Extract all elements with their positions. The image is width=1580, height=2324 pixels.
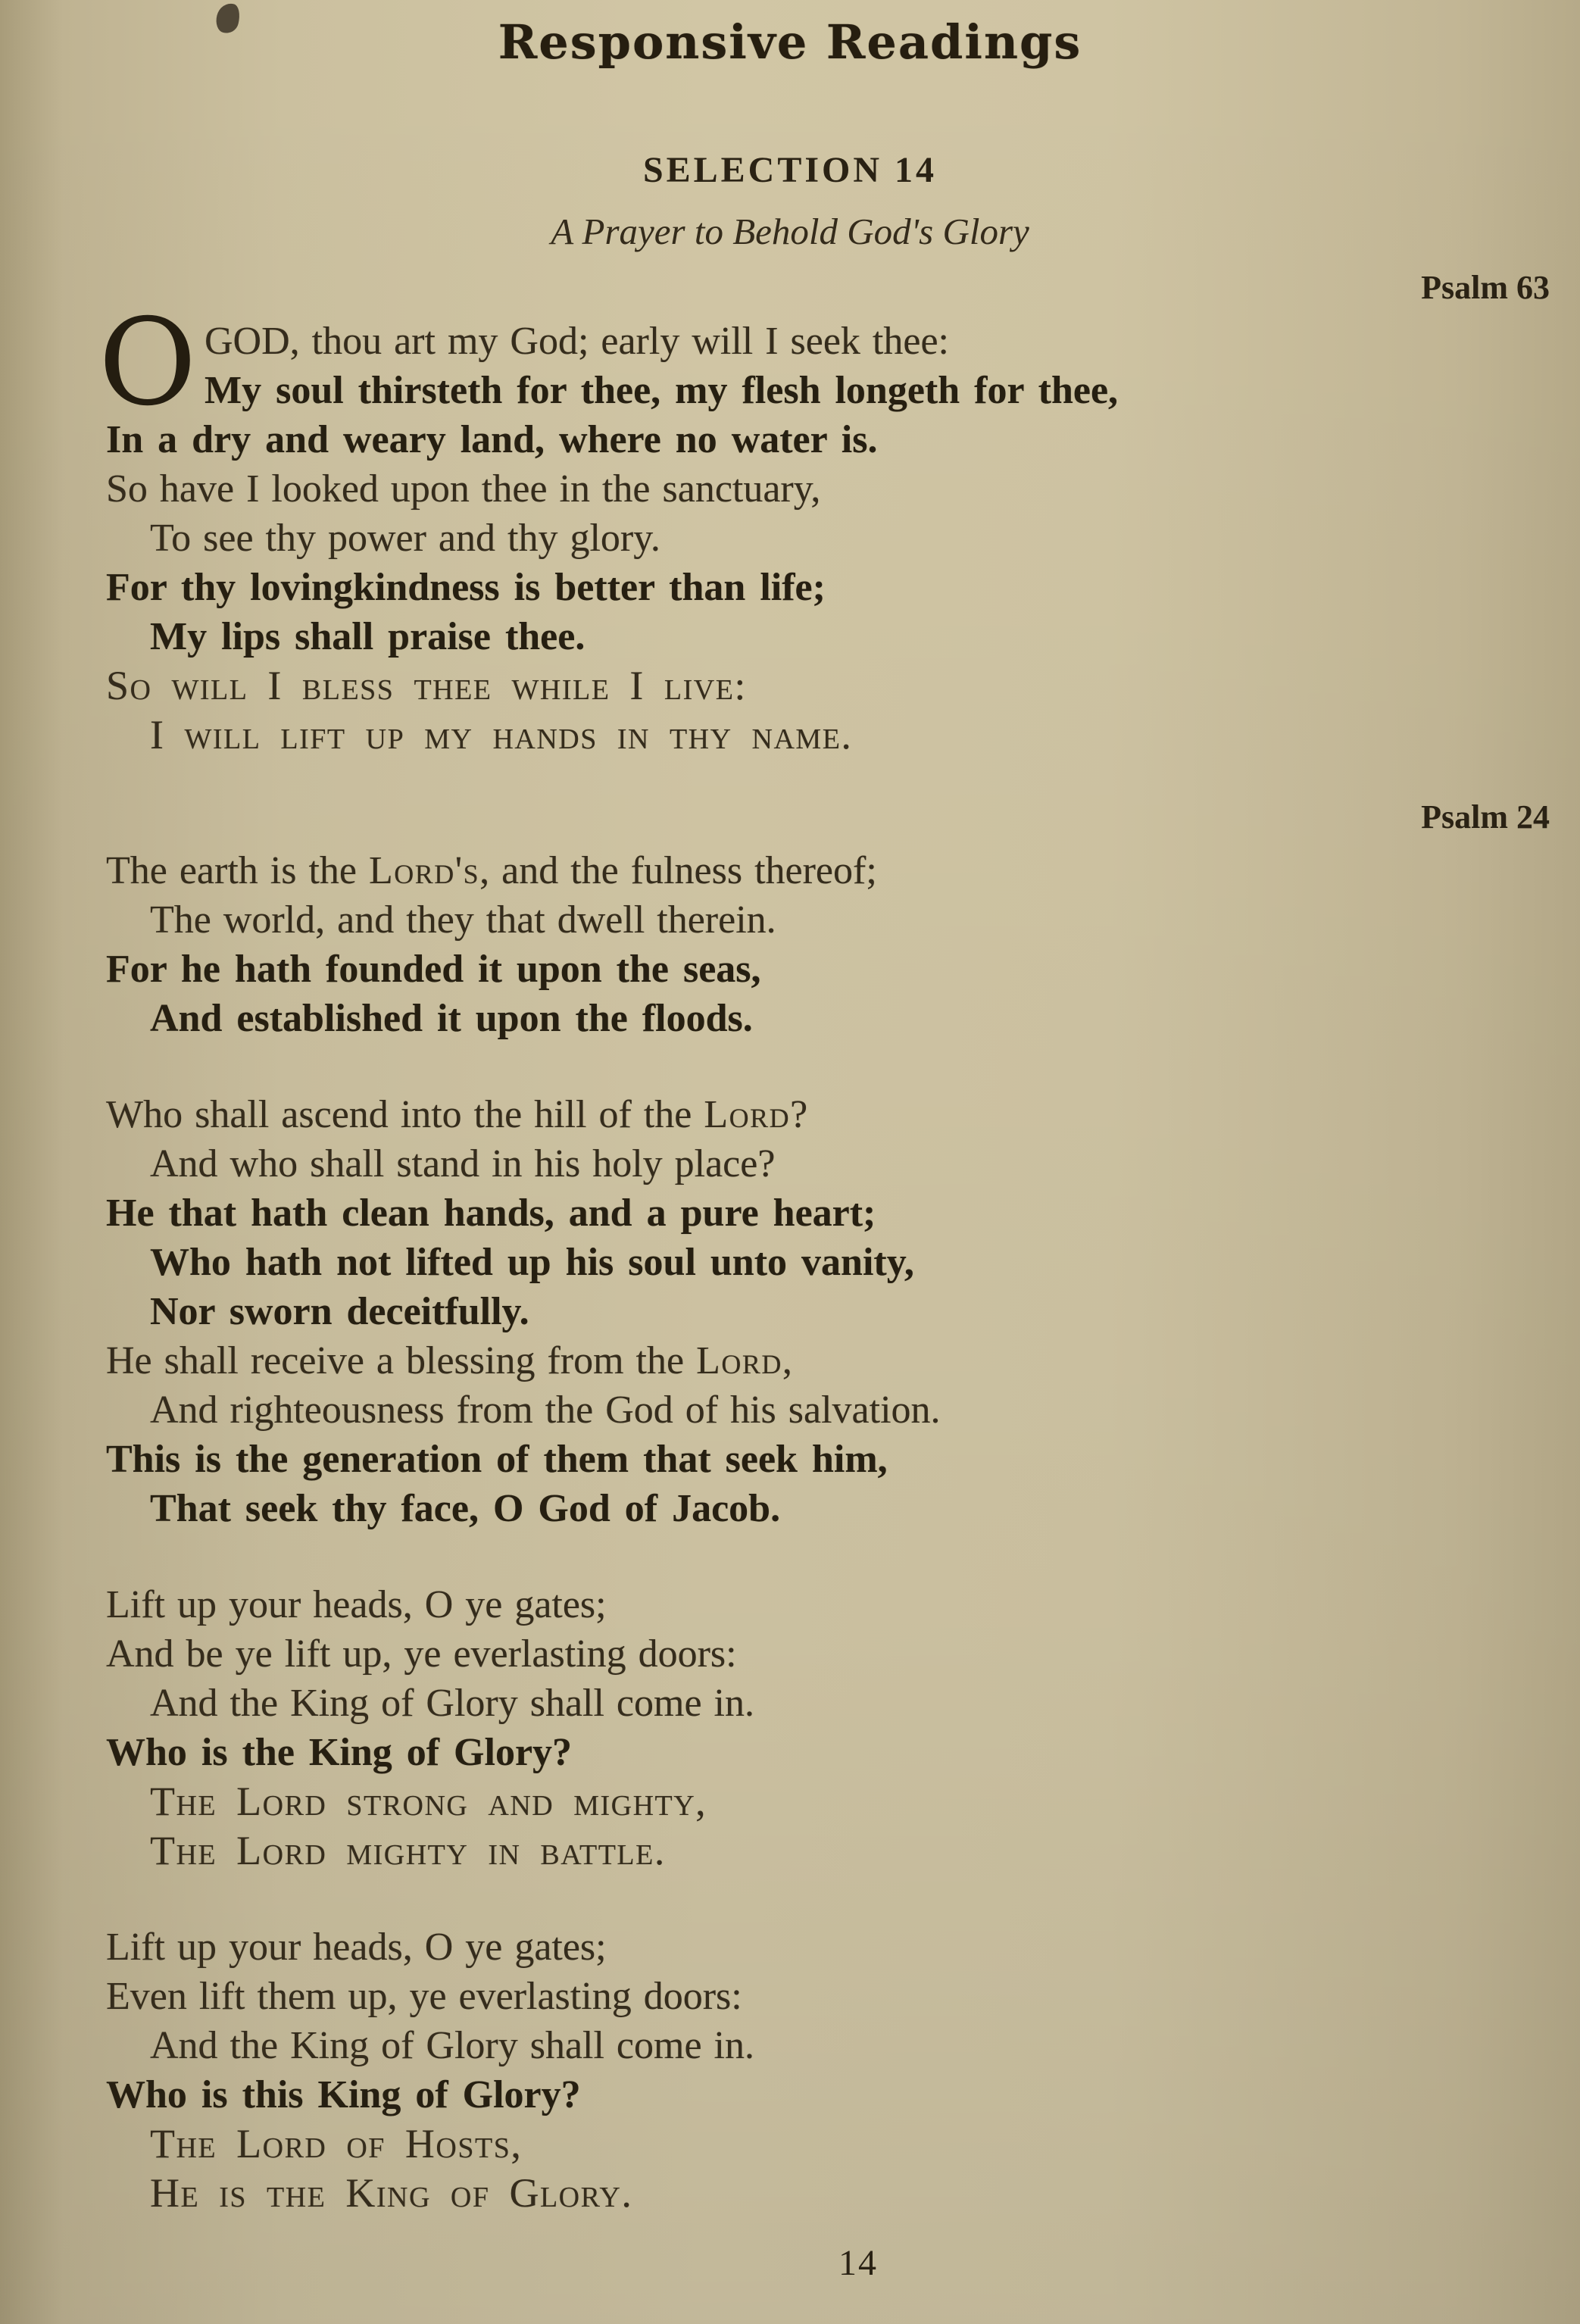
text-segment: For he hath founded it upon the seas, xyxy=(106,948,761,991)
reading-line xyxy=(106,415,1550,464)
text-segment: The world, and they that dwell therein. xyxy=(150,898,776,942)
stanza xyxy=(98,293,1550,760)
text-segment: In a dry and weary land, where no water is. xyxy=(106,418,878,461)
reading-line xyxy=(106,1090,1550,1139)
reading-line xyxy=(106,1336,1550,1385)
reading-line xyxy=(106,1679,1550,1728)
text-segment: That seek thy face, O God of Jacob. xyxy=(150,1487,781,1530)
reading-line xyxy=(106,994,1550,1043)
text-segment: Lord xyxy=(696,1339,782,1382)
text-segment: For thy lovingkindness is better than life; xyxy=(106,566,826,609)
reading-line xyxy=(106,1238,1550,1287)
text-segment: And the King of Glory shall come in. xyxy=(150,1682,754,1725)
reading-line xyxy=(106,1580,1550,1629)
psalm-reference: Psalm 63 xyxy=(1421,269,1550,306)
reading-line xyxy=(106,661,1550,711)
reading-line xyxy=(106,2070,1550,2119)
reading-line xyxy=(106,464,1550,514)
text-segment: To see thy power and thy glory. xyxy=(150,517,660,560)
reading-line xyxy=(106,1385,1550,1435)
text-segment: And the King of Glory shall come in. xyxy=(150,2024,754,2067)
text-segment: GOD, thou art my God; early will I seek thee: xyxy=(205,320,949,363)
text-segment: Lift up your heads, O ye gates; xyxy=(106,1583,607,1626)
psalm-reference: Psalm 24 xyxy=(1421,798,1550,836)
text-segment: The Lord of Hosts, xyxy=(150,2121,523,2166)
reading-line xyxy=(106,895,1550,945)
text-segment: The Lord mighty in battle. xyxy=(150,1828,666,1873)
reading-line xyxy=(106,1826,1550,1876)
text-segment: Nor sworn deceitfully. xyxy=(150,1290,529,1333)
reading-line xyxy=(106,945,1550,994)
text-segment: He is the King of Glory. xyxy=(150,2170,633,2216)
text-segment: My lips shall praise thee. xyxy=(150,615,585,658)
reading-line xyxy=(106,1139,1550,1189)
page-header: Responsive Readings xyxy=(498,14,1082,70)
text-segment: My soul thirsteth for thee, my flesh longeth for thee, xyxy=(205,369,1119,412)
reading-line xyxy=(106,1189,1550,1238)
text-segment: He shall receive a blessing from the xyxy=(106,1339,697,1382)
reading-line xyxy=(106,2169,1550,2218)
text-segment: And established it upon the floods. xyxy=(150,997,753,1040)
text-segment: , and the fulness thereof; xyxy=(479,849,877,892)
text-segment: He that hath clean hands, and a pure heart; xyxy=(106,1192,876,1235)
stanza xyxy=(106,1090,1550,1533)
text-segment: Who shall ascend into the hill of the xyxy=(106,1093,704,1136)
text-segment: The Lord strong and mighty, xyxy=(150,1779,707,1824)
reading-line xyxy=(106,514,1550,563)
text-segment: Lord's xyxy=(368,849,480,892)
reading-line xyxy=(106,846,1550,895)
text-segment: ? xyxy=(790,1093,808,1136)
stanza xyxy=(106,1580,1550,1876)
text-segment: And righteousness from the God of his salvation. xyxy=(150,1388,941,1432)
page-number: 14 xyxy=(838,2243,878,2283)
reading-line xyxy=(106,1629,1550,1679)
text-segment: , xyxy=(782,1339,792,1382)
psalm-reading xyxy=(106,799,1550,2218)
reading-line xyxy=(106,563,1550,612)
text-segment: Who is this King of Glory? xyxy=(106,2073,581,2116)
reading-line xyxy=(106,1923,1550,1972)
text-segment: I will lift up my hands in thy name. xyxy=(150,712,853,757)
stanza xyxy=(106,1923,1550,2218)
text-segment: Who is the King of Glory? xyxy=(106,1731,573,1774)
reading-line xyxy=(106,2119,1550,2169)
text-segment: This is the generation of them that seek him, xyxy=(106,1438,888,1481)
stanza xyxy=(106,846,1550,1043)
reading-line xyxy=(106,1972,1550,2021)
text-segment: And be ye lift up, ye everlasting doors: xyxy=(106,1632,737,1676)
reading-line xyxy=(106,1484,1550,1533)
text-segment: And who shall stand in his holy place? xyxy=(150,1142,776,1185)
selection-subtitle: A Prayer to Behold God's Glory xyxy=(551,211,1029,252)
psalm-reading xyxy=(98,269,1550,760)
selection-title: SELECTION 14 xyxy=(642,150,938,190)
reading-line xyxy=(106,711,1550,760)
text-segment: Even lift them up, ye everlasting doors: xyxy=(106,1975,742,2018)
text-segment: Lift up your heads, O ye gates; xyxy=(106,1926,607,1969)
text-segment: The earth is the xyxy=(106,849,369,892)
reading-line xyxy=(106,1287,1550,1336)
reading-line xyxy=(106,366,1550,415)
text-segment: Who hath not lifted up his soul unto vanity, xyxy=(150,1241,914,1284)
reading-line xyxy=(106,1728,1550,1777)
text-segment: Lord xyxy=(704,1093,791,1136)
reading-line xyxy=(106,1777,1550,1826)
drop-cap: O xyxy=(98,293,197,433)
reading-line xyxy=(106,317,1550,366)
reading-line xyxy=(106,1435,1550,1484)
reading-line xyxy=(106,612,1550,661)
text-segment: So will I bless thee while I live: xyxy=(106,663,747,708)
reading-line xyxy=(106,2021,1550,2070)
text-segment: So have I looked upon thee in the sanctuary, xyxy=(106,467,821,511)
readings-container xyxy=(98,253,1550,2218)
